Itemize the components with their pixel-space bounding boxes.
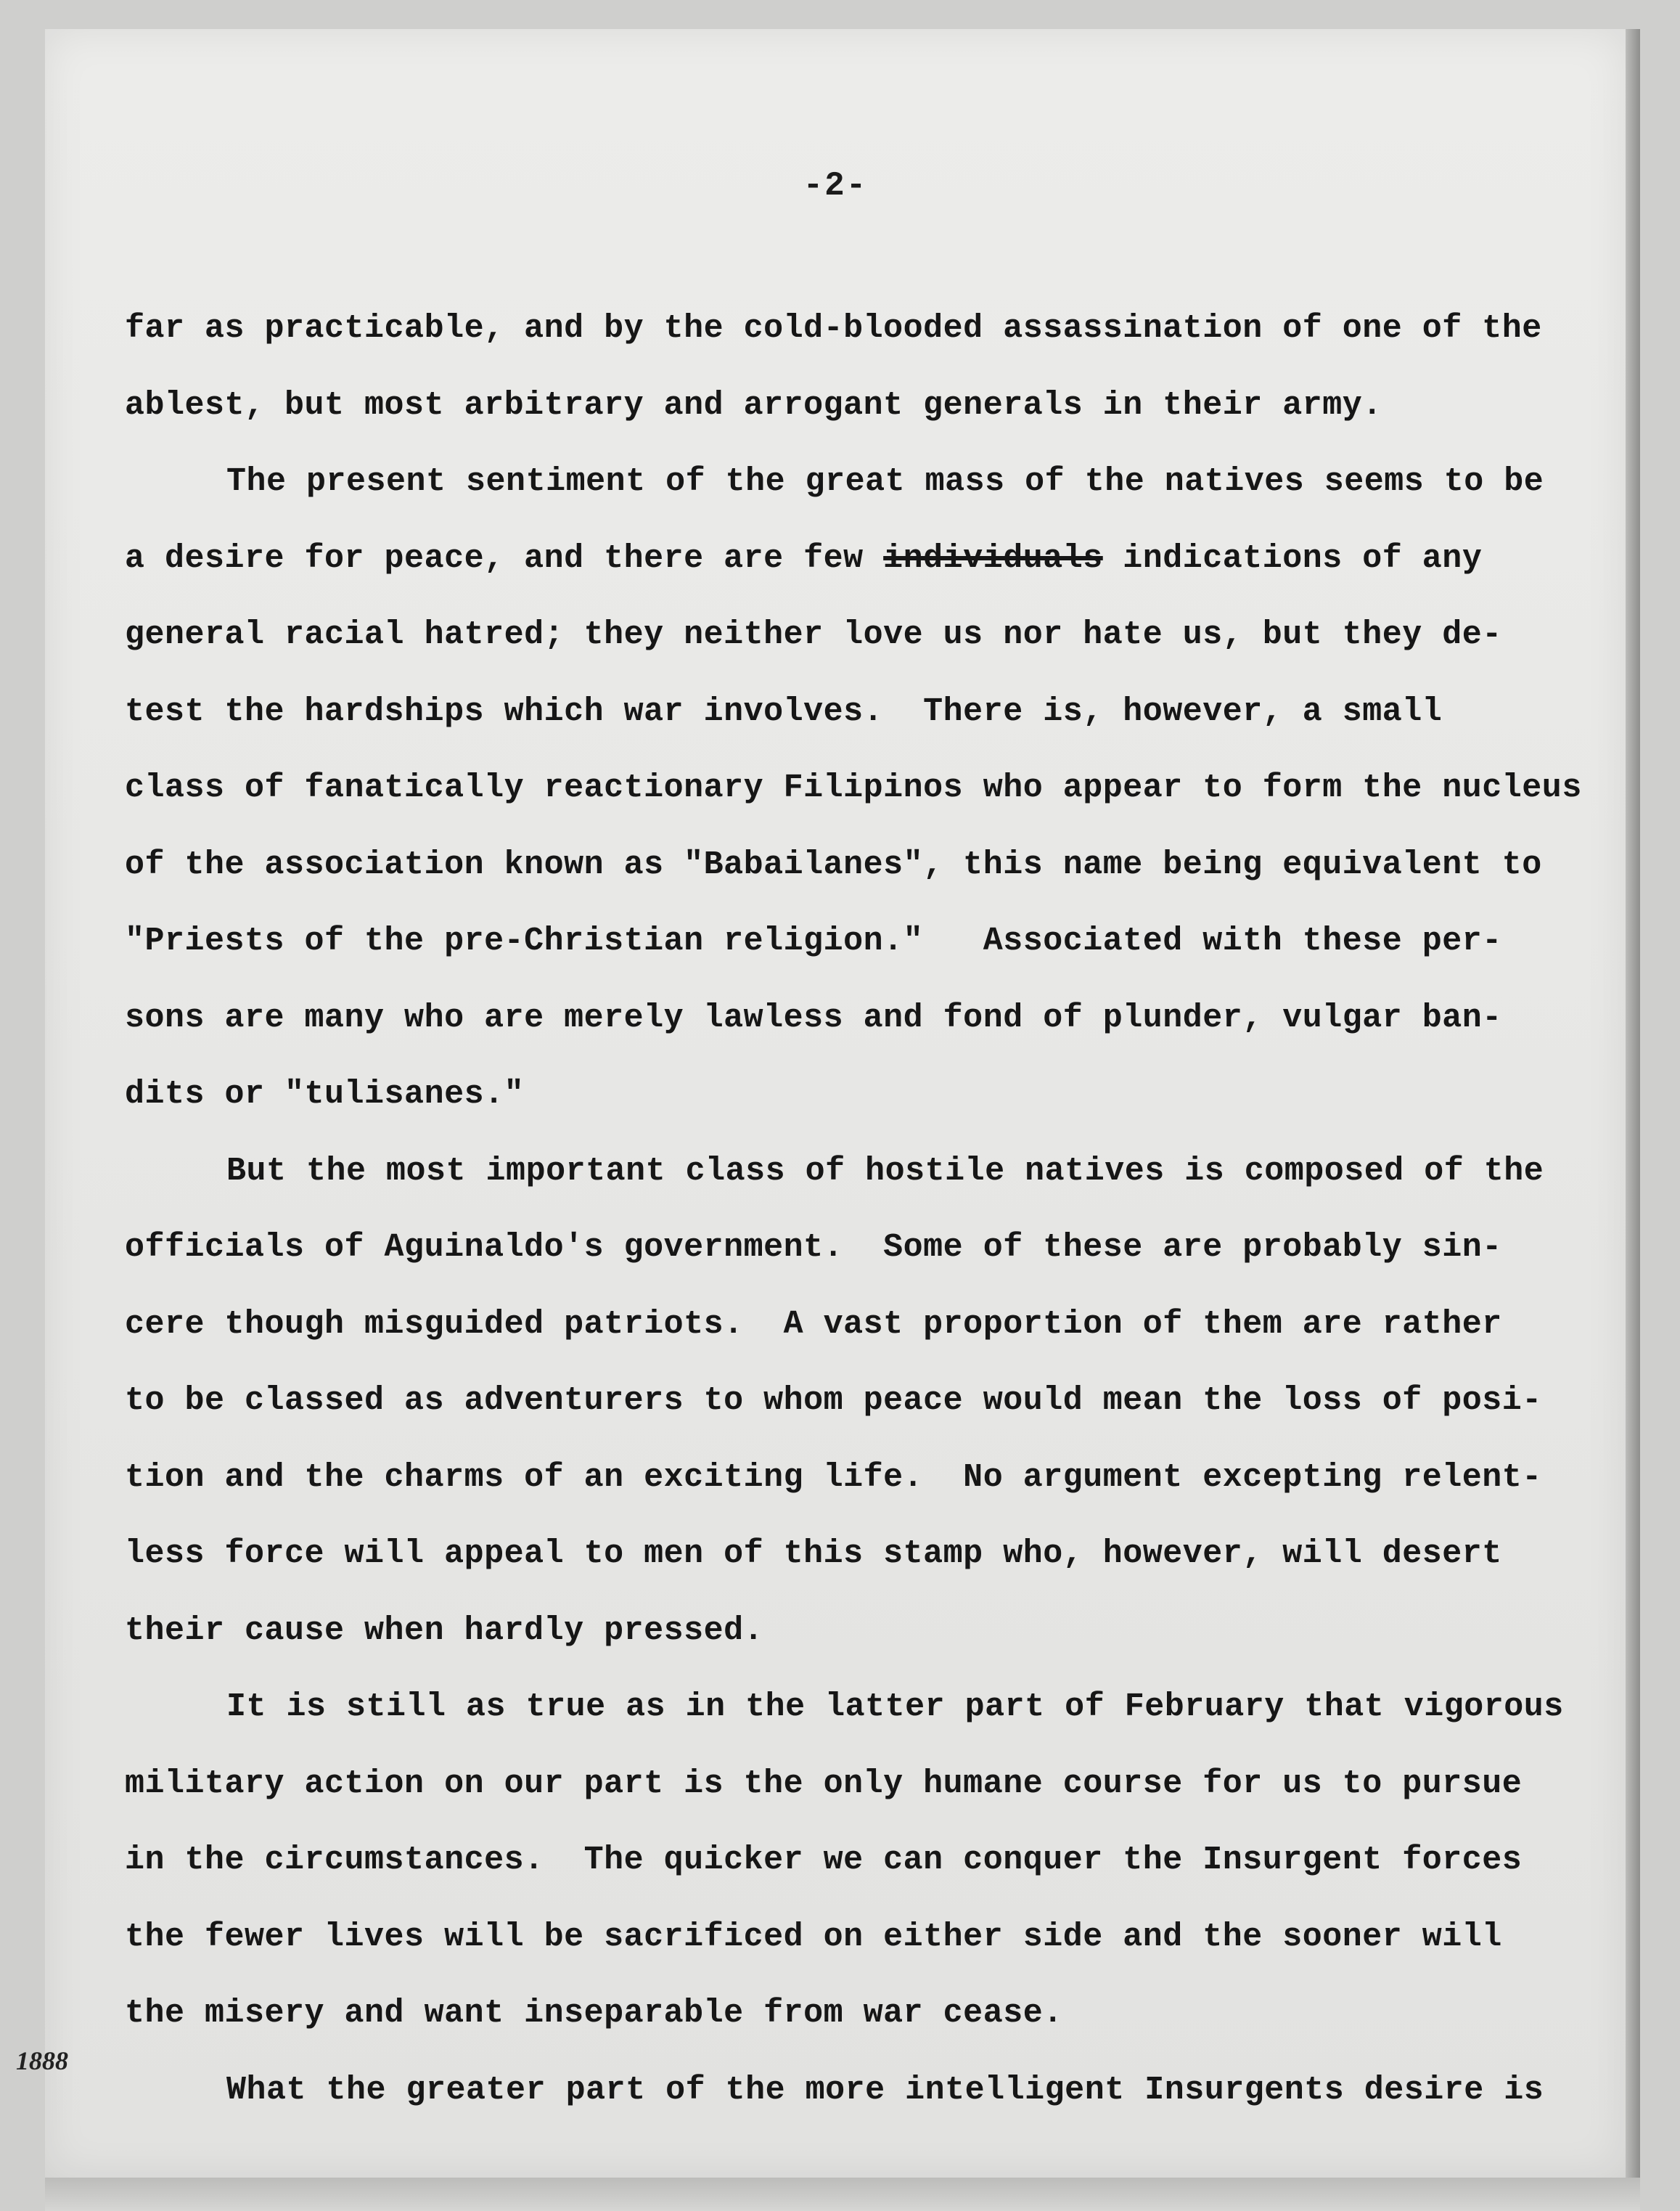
text-line: military action on our part is the only humane course for us to pursue — [125, 1765, 1523, 1802]
text-line: less force will appeal to men of this stamp who, however, will desert — [125, 1535, 1502, 1572]
document-body — [125, 290, 1582, 2128]
archive-page-code: 1888 — [16, 2046, 68, 2075]
page-edge-bottom — [45, 2178, 1640, 2211]
text-line: cere though misguided patriots. A vast proportion of them are rather — [125, 1305, 1502, 1343]
document-page — [45, 29, 1626, 2178]
text-segment: a desire for peace, and there are few — [125, 539, 884, 577]
struck-out-word: individuals — [883, 539, 1103, 577]
page-edge-right — [1626, 29, 1640, 2178]
text-line: far as practicable, and by the cold-blooded assassination of one of the — [125, 310, 1542, 347]
text-segment: indications of any — [1102, 539, 1483, 577]
text-line: the misery and want inseparable from war cease. — [125, 1995, 1063, 2032]
text-line: class of fanatically reactionary Filipinos who appear to form the nucleus — [125, 769, 1582, 806]
text-line: test the hardships which war involves. There is, however, a small — [125, 692, 1443, 730]
paragraph-start-line: But the most important class of hostile natives is composed of the — [226, 1152, 1544, 1190]
text-line: officials of Aguinaldo's government. Some of these are probably sin- — [125, 1229, 1502, 1266]
text-line: sons are many who are merely lawless and fond of plunder, vulgar ban- — [125, 999, 1502, 1037]
text-line: of the association known as "Babailanes", this name being equivalent to — [125, 846, 1542, 883]
page-number: -2- — [803, 167, 868, 205]
text-line: to be classed as adventurers to whom peace would mean the loss of posi- — [125, 1382, 1542, 1419]
text-line-with-strikeout — [125, 520, 1569, 597]
text-line: general racial hatred; they neither love us nor hate us, but they de- — [125, 616, 1502, 653]
text-line: their cause when hardly pressed. — [125, 1611, 764, 1649]
text-line: ablest, but most arbitrary and arrogant generals in their army. — [125, 386, 1382, 424]
text-line: "Priests of the pre-Christian religion." Associated with these per- — [125, 923, 1502, 960]
text-line: tion and the charms of an exciting life. No argument excepting relent- — [125, 1458, 1542, 1496]
paragraph-start-line: The present sentiment of the great mass of the natives seems to be — [226, 463, 1544, 500]
text-line: in the circumstances. The quicker we can conquer the Insurgent forces — [125, 1842, 1523, 1879]
text-line: dits or "tulisanes." — [125, 1076, 525, 1113]
paragraph-start-line: What the greater part of the more intelligent Insurgents desire is — [226, 2071, 1544, 2109]
text-line: the fewer lives will be sacrificed on either side and the sooner will — [125, 1918, 1502, 1955]
paragraph-start-line: It is still as true as in the latter part of February that vigorous — [226, 1688, 1564, 1725]
